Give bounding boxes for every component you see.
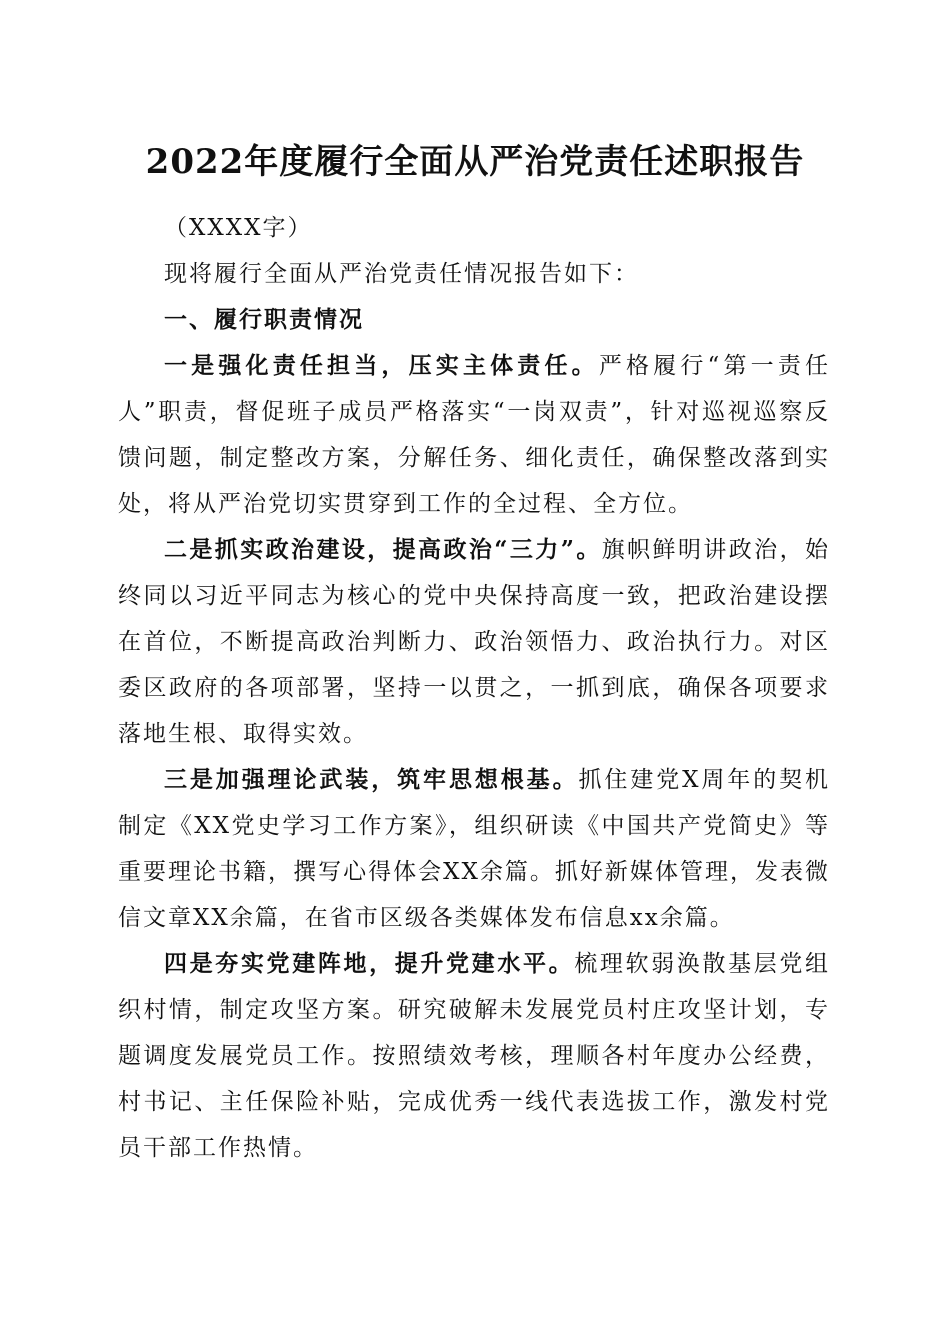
paragraph-3-body: 抓住建党X周年的契机制定《XX党史学习工作方案》，组织研读《中国共产党简史》等重要理论书籍，撰写心得体会XX余篇。抓好新媒体管理，发表微信文章XX余篇，在省市区级各类媒体发布信息xx余篇。 <box>118 767 831 931</box>
document-title: 2022年度履行全面从严治党责任述职报告 <box>145 142 805 182</box>
paragraph-1 <box>118 343 830 527</box>
paragraph-3-lead: 三是加强理论武装，筑牢思想根基。 <box>164 766 579 793</box>
document-body <box>118 205 830 1171</box>
paragraph-4-lead: 四是夯实党建阵地，提升党建水平。 <box>164 950 575 977</box>
paragraph-3 <box>118 757 830 941</box>
paragraph-2-body: 旗帜鲜明讲政治，始终同以习近平同志为核心的党中央保持高度一致，把政治建设摆在首位，不断提高政治判断力、政治领悟力、政治执行力。对区委区政府的各项部署，坚持一以贯之，一抓到底，确保各项要求落地生根、取得实效。 <box>118 537 830 747</box>
paragraph-1-lead: 一是强化责任担当，压实主体责任。 <box>164 352 599 379</box>
word-count-note: （XXXX字） <box>164 215 313 241</box>
paragraph-4 <box>118 941 830 1171</box>
paragraph-4-body: 梳理软弱涣散基层党组织村情，制定攻坚方案。研究破解未发展党员村庄攻坚计划，专题调度发展党员工作。按照绩效考核，理顺各村年度办公经费，村书记、主任保险补贴，完成优秀一线代表选拔工作，激发村党员干部工作热情。 <box>118 951 831 1161</box>
section-heading: 一、履行职责情况 <box>164 307 364 333</box>
paragraph-2-lead: 二是抓实政治建设，提高政治“三力”。 <box>164 536 602 563</box>
paragraph-1-body: 严格履行“第一责任人”职责，督促班子成员严格落实“一岗双责”，针对巡视巡察反馈问题，制定整改方案，分解任务、细化责任，确保整改落到实处，将从严治党切实贯穿到工作的全过程、全方位。 <box>118 353 830 517</box>
paragraph-2 <box>118 527 830 757</box>
intro-paragraph: 现将履行全面从严治党责任情况报告如下： <box>164 261 639 287</box>
